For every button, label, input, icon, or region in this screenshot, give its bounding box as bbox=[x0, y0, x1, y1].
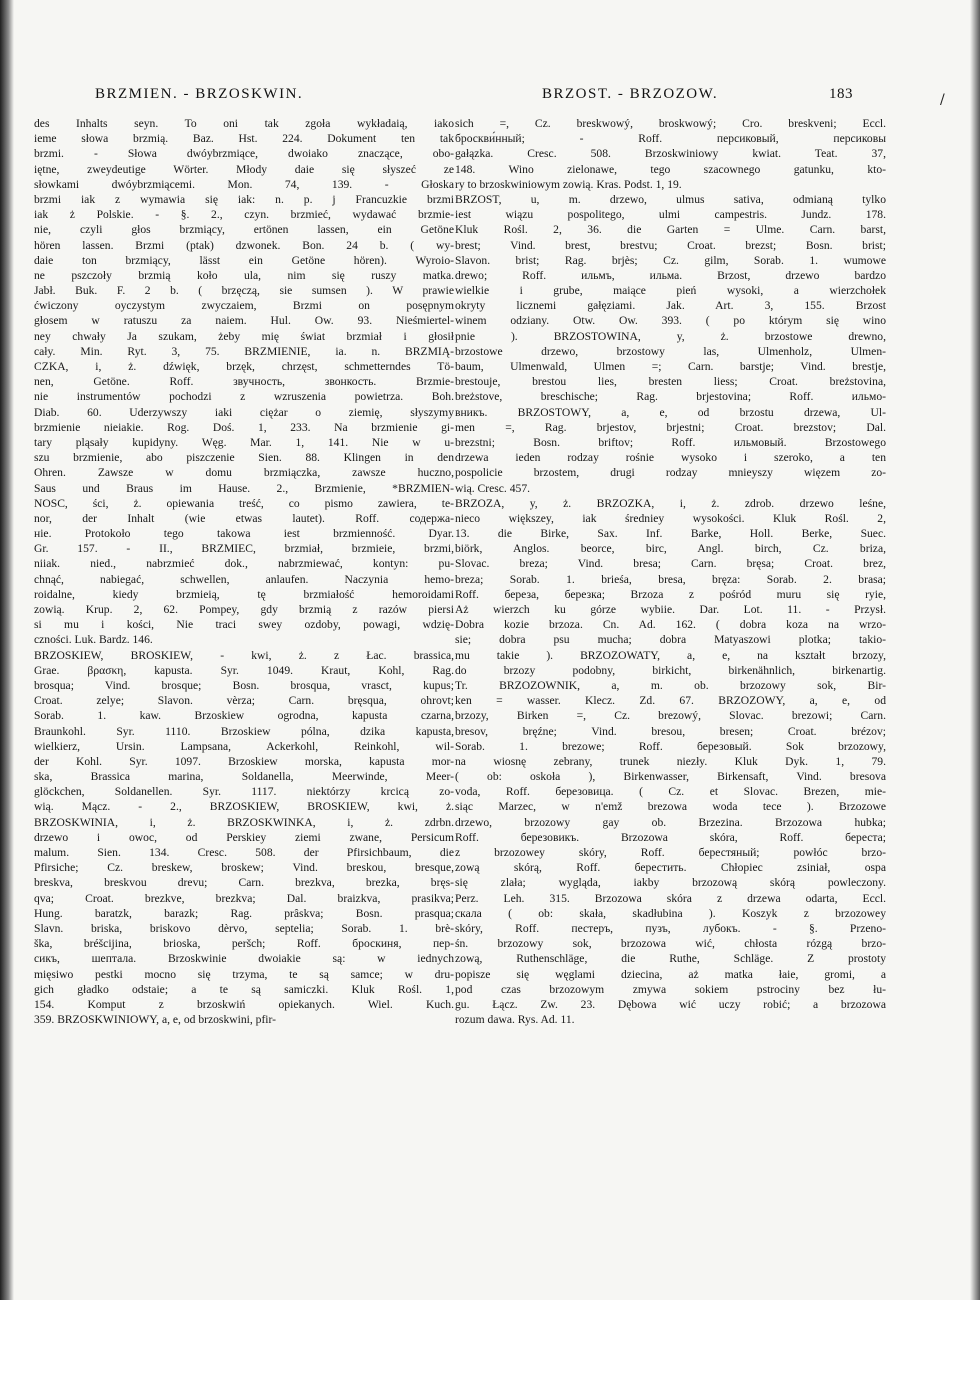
text-line: zową skórą, Roff. берестить. Chłopiec zsiniał, ospa bbox=[455, 861, 886, 875]
text-line: siąc Marzec, w n'emž brezowa woda tece ). Brzozowe bbox=[455, 800, 886, 814]
text-line: brzozy, Birken =, Cz. brezowý, Slovac. brezowi; Carn. bbox=[455, 709, 886, 723]
text-line: Slavon. brist; Rag. brjès; Cz. gilm, Sorab. 1. wumowe bbox=[455, 253, 886, 267]
text-line: zowią. Krup. 2, 62. Pompey, gdy brzmią z razów piersi bbox=[34, 603, 454, 616]
text-line: men =, Rag. brjestov, brjestni; Croat. brezstov; Dal. bbox=[455, 420, 886, 434]
text-line: iak ż Polskie. - §. 2., czyn. brzmieć, wydawać brzmie- bbox=[34, 208, 454, 222]
text-line: mięsiwo pestki mocno się trzyma, te są samce; w dru- bbox=[34, 967, 454, 981]
text-line: des Inhalts seyn. To oni tak zgoła wykładaią, iako bbox=[34, 117, 454, 130]
text-line: ieme słowa brzmią. Baz. Hst. 224. Dokument ten tak bbox=[34, 132, 454, 146]
margin-mark: / bbox=[940, 92, 945, 108]
text-line: Pfirsiche; Cz. breskew, broskew; Vind. breskou, bresque, bbox=[34, 861, 454, 875]
text-line: roidalne, kiedy brzmieią, tę brzmiałość hemoroidami bbox=[34, 587, 454, 601]
text-line: drzewa ieden rodzay rośnie wysoko i szeroko, a ten bbox=[455, 451, 886, 465]
text-line: iętne, zweydeutige Wörter. Młody daie się słyszeć ze bbox=[34, 162, 454, 176]
running-head-left: BRZMIEN. - BRZOSKWIN. bbox=[95, 86, 304, 102]
text-line: pod czas brzozowym zmywa sokiem pstrociny bez łu- bbox=[455, 982, 886, 996]
text-line: wielkie i grube, maiące pień wysoki, a wierzchołek bbox=[455, 284, 886, 298]
text-line: nen, Getöne. Roff. звучность, звонкость. Brzmie- bbox=[34, 375, 454, 389]
text-line: qva; Croat. brezkve, brezkva; Dal. braizkva, prasikva; bbox=[34, 891, 454, 905]
text-line: ( ob: oskoła ), Birkenwasser, Birkensaft, Vind. bresova bbox=[455, 770, 886, 784]
text-line: daie ton brzmiący, lässt ein Getöne hören). Wyroio- bbox=[34, 253, 454, 267]
text-line: szu brzmienie, abo piszczenie Sien. 88. Klingen in den bbox=[34, 451, 454, 465]
text-line: ken = wasser. Klecz. Zd. 67. BRZOZOWY, a, e, od bbox=[455, 694, 886, 708]
bottom-blank-area bbox=[0, 1300, 980, 1390]
text-line: skóry, Roff. пестеръ, пузъ, лубокъ. - §. Przeno- bbox=[455, 921, 886, 935]
text-line: na wiosnę zebrany, trunek niezły. Kluk Dyk. 1, 79. bbox=[455, 754, 886, 768]
text-line: Braunkohl. Syr. 1110. Brzoskiew pólna, dzika kapusta, bbox=[34, 724, 454, 738]
text-line: BRZOZA, y, ż. BRZOZKA, i, ż. zdrob. drzewo leśne, bbox=[455, 496, 886, 510]
text-line: Slavn. briska, briskovo dèrvo, septelia; Sorab. 1. brè- bbox=[34, 921, 454, 935]
page-number: 183 bbox=[829, 86, 853, 102]
left-column bbox=[34, 116, 454, 1027]
text-line: winem odziany. Otw. Ow. 393. ( po którym się wino bbox=[455, 314, 886, 328]
text-line: cały. Min. Ryt. 3, 75. BRZMIENIE, ia. n. BRZMIĄ- bbox=[34, 344, 454, 358]
text-line: Dobra kozie brzoza. Cn. Ad. 162. ( dobra koza na wrzo- bbox=[455, 618, 886, 632]
text-line: głosem w ratuszu za naiem. Hul. Ow. 93. Nieśmiertel- bbox=[34, 314, 454, 328]
text-line: słowkami dwóybrzmiącemi. Mon. 74, 139. - Głoska bbox=[34, 177, 454, 191]
text-line: z brzozowey skóry, Roff. берестяный; powłóc brzo- bbox=[455, 846, 886, 859]
running-head-right: BRZOST. - BRZOZOW. bbox=[542, 86, 719, 102]
right-column bbox=[455, 116, 886, 1027]
text-line: gałązka. Cresc. 508. Brzoskwiniowy kwiat. Teat. 37, bbox=[455, 147, 886, 161]
text-line: ska, Brassica marina, Soldanella, Meerwinde, Meer- bbox=[34, 770, 454, 784]
text-line: Sorab. 1. brezowe; Roff. березовый. Sok brzozowy, bbox=[455, 739, 886, 753]
text-line: Saus und Braus im Hause. 2., Brzmienie, *BRZMIEN- bbox=[34, 481, 454, 495]
text-line: malum. Sien. 134. Cresc. 508. der Pfirsichbaum, die bbox=[34, 846, 454, 859]
text-line: ćwiczony oyczystym zwyczaiem, Brzmi on posępnym bbox=[34, 299, 454, 313]
text-line: броскви́нный; - Roff. персиковый, персиковы bbox=[455, 132, 886, 146]
text-line: Grae. βρασκη, kapusta. Syr. 1049. Kraut, Kohl, Rag. bbox=[34, 663, 454, 677]
text-line: nieco większey, iak średniey wysokości. Kluk Rośl. 2, bbox=[455, 511, 886, 525]
text-line: BRZOSKIEW, BROSKIEW, - kwi, ż. z Łac. brassica, bbox=[34, 648, 454, 662]
text-line: niiak. nied., nabrzmieć dok., nabrzmiewać, kontyn: pu- bbox=[34, 557, 454, 571]
text-line: hören lassen. Brzmi (ptak) dzwonek. Bon. 24 b. ( wy- bbox=[34, 238, 454, 252]
text-line: iest wiązu pospolitego, ulmi campestris. Jundz. 178. bbox=[455, 208, 886, 222]
text-line: breżstove, breschische; Rag. brjestovina; Roff. ильмо- bbox=[455, 390, 886, 404]
text-line: ney chwały Ja szukam, żeby mię świat brzmiał i głosił bbox=[34, 329, 454, 343]
text-line: Kluk Rośl. 2, 36. die Garten = Ulme. Carn. barst, bbox=[455, 223, 886, 237]
text-line: się zlała; wygląda, iakby brzozową skórą powleczony. bbox=[455, 876, 886, 890]
text-line: do brzozy podobny, birkicht, birkenähnlich, birkenartig. bbox=[455, 663, 886, 677]
text-line: drzewo, brzozowy gay ob. Brzezina. Brzozowa hubka; bbox=[455, 815, 886, 829]
text-line: nor, der Inhalt (wie etwas lautet). Roff. содержа- bbox=[34, 511, 454, 525]
text-line: Croat. zelye; Slavon. vèrza; Carn. bręsqua, ohrovt; bbox=[34, 694, 454, 708]
text-line: brezstni; Bosn. briftov; Roff. ильмовый. Brzostowego bbox=[455, 435, 886, 449]
text-line: ne pszczoły brzmią koło ula, nim się ruszy matka. bbox=[34, 268, 454, 282]
text-line: gich gładko odstaie; a te są samiczki. Kluk Rośl. 1, bbox=[34, 982, 454, 996]
text-line: Tr. BRZOZOWNIK, a, m. ob. brzozowy sok, Bir- bbox=[455, 678, 886, 692]
text-line: brzmienie nieiakie. Rog. Doś. 1, 233. Na brzmienie gi- bbox=[34, 420, 454, 434]
text-line: brzmi. - Słowa dwóybrzmiące, dwoiako znaczące, obo- bbox=[34, 147, 454, 161]
text-line: brestouje, brestou lies, bresten liess; Croat. breżstovina, bbox=[455, 375, 886, 389]
text-line: Gr. 157. - II., BRZMIEC, brzmiał, brzmieie, brzmi, bbox=[34, 542, 454, 556]
text-line: brest; Vind. brest, brestvu; Croat. brezst; Bosn. brist; bbox=[455, 238, 886, 252]
text-line: 13. die Birke, Sax. Inf. Barke, Holl. Berke, Suec. bbox=[455, 527, 886, 541]
text-line: Diab. 60. Uderzywszy iaki ciężar o ziemię, słyszymy bbox=[34, 405, 454, 419]
text-line: 359. BRZOSKWINIOWY, a, e, od brzoskwini, pfir- bbox=[34, 1013, 277, 1027]
text-line: Perz. Leh. 315. Brzozowa skóra z drzewa odarta, Eccl. bbox=[455, 891, 886, 905]
text-line: sie; dobra psu mucha; dobra Matyaszowi plotka; takio- bbox=[455, 633, 886, 647]
text-line: rozum dawa. Rys. Ad. 11. bbox=[455, 1013, 575, 1027]
text-line: 148. Wino zielonawe, tego szacownego gatunku, kto- bbox=[455, 162, 886, 176]
text-line: brosqua; Vind. brosque; Bosn. brosqua, vrasct, kupus; bbox=[34, 678, 454, 692]
text-line: drzewo i owoc, od Perskiey ziemi zwane, Persicum bbox=[34, 830, 454, 844]
text-line: скала ( ob: skała, skadłubina ). Koszyk z brzozowey bbox=[455, 906, 886, 920]
text-line: Ohren. Zawsze w domu brzmiączka, zawsze huczno, bbox=[34, 466, 454, 480]
text-line: tary pląsały kupidyny. Węg. Mar. 1, 141. Nie w u- bbox=[34, 435, 454, 449]
text-line: śn. brzozowy sok, brzozowa wić, chłosta rózgą brzo- bbox=[455, 937, 886, 951]
text-line: Hung. baratzk, barazk; Rag. prâskva; Bosn. prasqua; bbox=[34, 906, 454, 920]
text-line: baum, Ulmenwald, Ulmen =; Carn. barstje; Vind. brestje, bbox=[455, 360, 886, 373]
text-line: breza; Sorab. 1. brieśa, bresa, bręza: Sorab. 2. brasa; bbox=[455, 572, 886, 586]
text-line: CZKA, i, ż. dźwięk, brzęk, chrzęst, schmetterndes Tö- bbox=[34, 360, 454, 373]
text-line: gu. Łącz. Zw. 23. Dębowa wić uczy robić; a brzozowa bbox=[455, 997, 886, 1011]
text-line: brzmi iak z wymawia się iak: n. p. j Francuzkie brzmi bbox=[34, 192, 454, 206]
text-line: popisze się węglami dziecina, aż matka łaie, gromi, a bbox=[455, 967, 886, 981]
text-line: wią. Cresc. 457. bbox=[455, 481, 531, 495]
text-line: BRZOSKWINIA, i, ż. BRZOSKWINKA, i, ż. zdrbn. bbox=[34, 815, 454, 829]
text-line: Jabł. Buk. F. 2 b. ( brzęczą, sie sumsen ). W prawie bbox=[34, 284, 454, 298]
text-line: Slovac. breza; Vind. bresa; Carn. bręsa; Croat. brez, bbox=[455, 557, 886, 571]
text-line: biörk, Anglos. beorce, birc, Angl. birch, Cz. briza, bbox=[455, 542, 886, 556]
text-line: pnie ). BRZOSTOWINA, y, ż. brzostowe drewno, bbox=[455, 329, 886, 343]
text-line: sich =, Cz. breskwowý, broskwowý; Cro. breskveni; Eccl. bbox=[455, 117, 886, 130]
text-line: si mu i kości, Nie traci swey ozdoby, powagi, wdzię- bbox=[34, 618, 454, 632]
text-line: brzostowe drzewo, brzostowy las, Ulmenholz, Ulmen- bbox=[455, 344, 886, 358]
text-line: pospolicie brzostem, drugi rodzay mnieyszy więzem zo- bbox=[455, 466, 886, 480]
text-line: NOSC, ści, ż. opiewania treść, co pismo zawiera, te- bbox=[34, 496, 454, 510]
text-line: chnąć, nabiegać, schwellen, anlaufen. Naczynia hemo- bbox=[34, 572, 454, 586]
text-line: Aż wierzch ku górze wybiie. Dar. Lot. 11. - Przysł. bbox=[455, 603, 886, 616]
text-line: Roff. береза, березка; Brzoza z pośród muru się ryie, bbox=[455, 587, 886, 601]
text-line: glöckchen, Soldanellen. Syr. 1117. niektórzy krcicą zo- bbox=[34, 785, 454, 799]
text-line: 154. Komput z brzoskwiń opiekanych. Wiel. Kuch. bbox=[34, 997, 454, 1011]
text-line: drewo; Roff. ильмъ, ильма. Brzost, drzewo bardzo bbox=[455, 268, 886, 282]
text-line: Roff. березовикъ. Brzozowa skóra, Roff. береста; bbox=[455, 830, 886, 844]
text-line: ry to brzoskwiniowym zowią. Kras. Podst. 1, 19. bbox=[455, 177, 682, 191]
text-line: okryty licznemi gałęziami. Jak. Art. 3, 155. Brzost bbox=[455, 299, 886, 313]
text-line: BRZOST, u, m. drzewo, ulmus sativa, odmianą tylko bbox=[455, 192, 886, 206]
text-line: wielkierz, Ursin. Lampsana, Ackerkohl, Reinkohl, wil- bbox=[34, 739, 454, 753]
text-line: nie, czyli głos brzmiący, ertönen lassen, ein Getöne bbox=[34, 223, 454, 237]
text-line: ška, bréšcijina, brioska, peršch; Roff. броскиня, пер- bbox=[34, 937, 454, 951]
text-line: der Kohl. Syr. 1097. Brzoskiew morska, kapusta mor- bbox=[34, 754, 454, 768]
text-line: сикъ, шептала. Brzoskwinie dwoiakie są: w iednych bbox=[34, 952, 454, 966]
text-line: вникъ. BRZOSTOWY, a, e, od brzostu drzewa, Ul- bbox=[455, 405, 886, 419]
text-line: ніе. Protokoło tego takowa iest brzmienność. Dyar. bbox=[34, 527, 454, 541]
text-line: nie instrumentów pochodzi z wzruszenia powietrza. Boh. bbox=[34, 390, 454, 404]
text-line: zową, Ruthenschläge, die Ruthe, Schläge. Z prostoty bbox=[455, 952, 886, 966]
text-line: breskva, breskvou drevu; Carn. brezkva, brezka, bręs- bbox=[34, 876, 454, 890]
text-line: wią. Mącz. - 2., BRZOSKIEW, BROSKIEW, kwi, ż. bbox=[34, 800, 454, 814]
text-line: Sorab. 1. kaw. Brzoskiew ogrodna, kapusta czarna, bbox=[34, 709, 454, 723]
text-line: bresov, bręźne; Vind. bresou, bresen; Croat. brézov; bbox=[455, 724, 886, 738]
text-line: mu takie ). BRZOZOWATY, a, e, na kształt brzozy, bbox=[455, 648, 886, 662]
text-line: voda, Roff. березовица. ( Cz. et Slovac. Brezen, mie- bbox=[455, 785, 886, 799]
text-line: czności. Luk. Bardz. 146. bbox=[34, 633, 153, 647]
